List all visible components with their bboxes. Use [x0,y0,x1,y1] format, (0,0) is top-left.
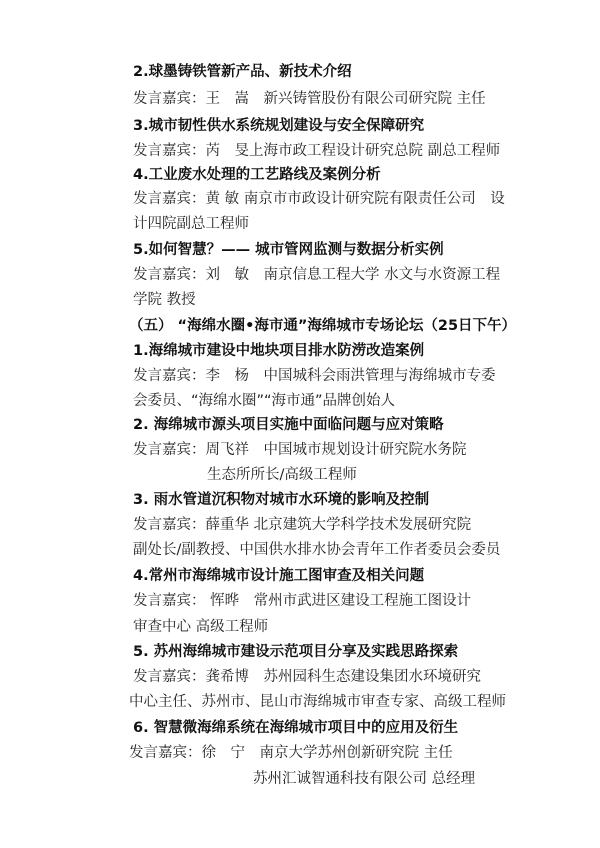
topic-title: 5.如何智慧？—— 城市管网监测与数据分析实例 [133,242,444,258]
topic-title: 6. 智慧微海绵系统在海绵城市项目中的应用及衍生 [133,720,459,736]
speaker-line: 发言嘉宾：薛重华 北京建筑大学科学技术发展研究院 [133,517,472,533]
speaker-line: 审查中心 高级工程师 [133,619,269,635]
speaker-line: 发言嘉宾：王 嵩 新兴铸管股份有限公司研究院 主任 [133,91,486,107]
topic-title: 3. 雨水管道沉积物对城市水环境的影响及控制 [133,492,430,508]
speaker-line: 发言嘉宾：刘 敏 南京信息工程大学 水文与水资源工程 [133,267,501,283]
topic-title: 4.工业废水处理的工艺路线及案例分析 [133,167,381,183]
section-heading: （五） “海绵水圈•海市通”海绵城市专场论坛（25日下午） [129,318,517,334]
topic-title: 2.球墨铸铁管新产品、新技术介绍 [133,64,352,80]
speaker-line: 发言嘉宾：黄 敏 南京市市政设计研究院有限责任公司 设 [133,191,505,207]
topic-title: 2. 海绵城市源头项目实施中面临问题与应对策略 [133,417,444,433]
topic-title: 5. 苏州海绵城市建设示范项目分享及实践思路探索 [133,644,459,660]
speaker-line: 副处长/副教授、中国供水排水协会青年工作者委员会委员 [133,542,501,558]
speaker-line: 发言嘉宾：芮 旻上海市政工程设计研究总院 副总工程师 [133,143,501,159]
speaker-line: 生态所所长/高级工程师 [207,467,357,483]
speaker-line: 发言嘉宾：徐 宁 南京大学苏州创新研究院 主任 [129,745,453,761]
speaker-line: 会委员、“海绵水圈”“海市通”品牌创始人 [133,393,396,409]
speaker-line: 学院 教授 [133,292,196,308]
speaker-line: 发言嘉宾： 恽晔 常州市武进区建设工程施工图设计 [133,593,472,609]
speaker-line: 发言嘉宾：周飞祥 中国城市规划设计研究院水务院 [133,442,467,458]
speaker-line: 发言嘉宾：龚希博 苏州园科生态建设集团水环境研究 [133,669,481,685]
topic-title: 1.海绵城市建设中地块项目排水防涝改造案例 [133,343,425,359]
topic-title: 4.常州市海绵城市设计施工图审查及相关问题 [133,568,425,584]
topic-title: 3.城市韧性供水系统规划建设与安全保障研究 [133,118,425,134]
speaker-line: 计四院副总工程师 [133,216,249,232]
speaker-line: 发言嘉宾：李 杨 中国城科会雨洪管理与海绵城市专委 [133,368,496,384]
speaker-line: 中心主任、苏州市、昆山市海绵城市审查专家、高级工程师 [129,694,506,710]
speaker-line: 苏州汇诚智通科技有限公司 总经理 [253,771,476,787]
